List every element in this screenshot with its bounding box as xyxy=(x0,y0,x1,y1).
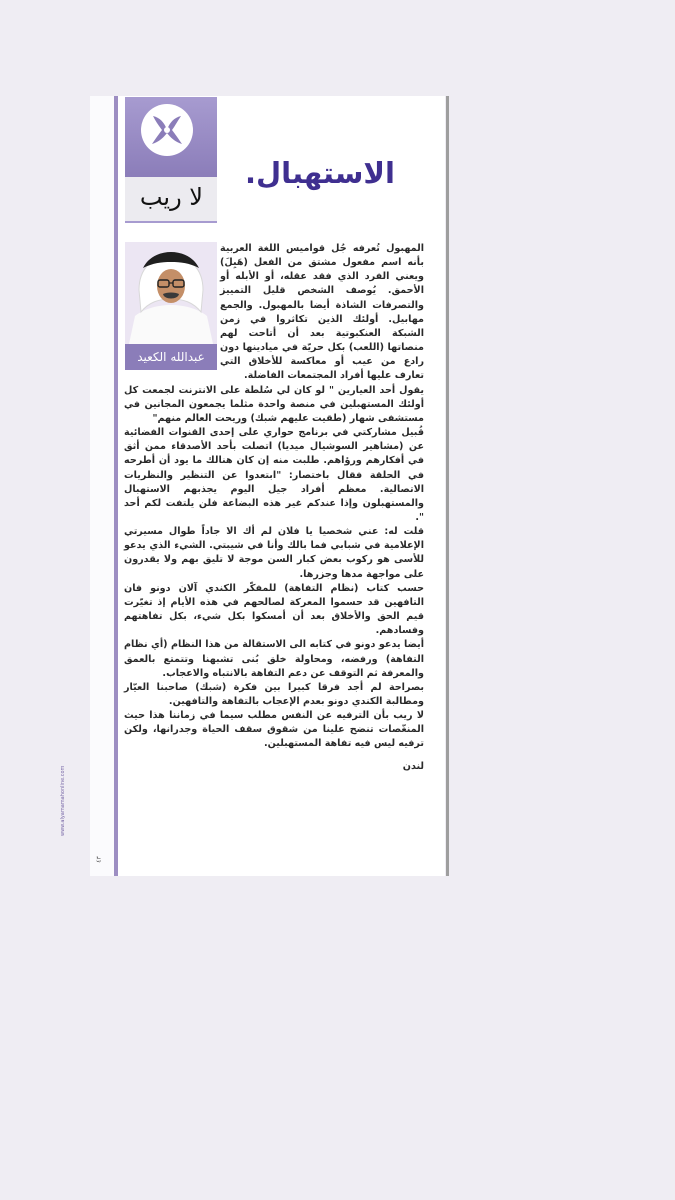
column-title-box xyxy=(125,177,217,223)
page-border xyxy=(446,96,449,876)
page-margin xyxy=(90,96,114,876)
paragraph: بصراحة لم أجد فرقا كبيرا بين فكرة (شبك) صاحبنا العيّار ومطالبة الكندي دونو بعدم الإعجاب بالتفاهة والتافهين. xyxy=(124,681,424,707)
margin-rule xyxy=(114,96,118,876)
article-headline: الاستهبال. xyxy=(245,156,395,190)
logo-circle xyxy=(141,104,193,156)
magazine-page xyxy=(60,96,445,876)
paragraph: قُبيل مشاركتي في برنامج حواري على إحدى القنوات الفضائية عن (مشاهير السوشيال ميديا) اتصلت بأحد الأصدقاء ممن أثق في أفكارهم ورؤاهم. طلبت منه إن كان هنالك ما يود أن أطرحه في الحلقة فقال باختصار: "ابتعدوا عن التنظير والنظريات الاتصالية. معظم أفراد جيل اليوم يجذبهم الاستهبال والمستهبلون وإذا عندكم غير هذه البضاعة فلن يلتفت لكم أحد ". xyxy=(124,427,424,523)
author-name: عبدالله الكعيد xyxy=(125,344,217,370)
paragraph: يقول أحد العيارين " لو كان لي سُلطة على الانترنت لجمعت كل أولئك المستهبلين في منصة واحدة مثلما يجمعون المجانين في مستشفى شهار (طقيت عليهم شبك) وريحت العالم منهم" xyxy=(124,384,424,424)
article-sign: لندن xyxy=(402,760,424,772)
page-number: ٤٣ xyxy=(95,856,103,863)
paragraph: حسب كتاب (نظام التفاهة) للمفكّر الكندي آلان دونو فان التافهين قد حسموا المعركة لصالحهم في هذه الأيام إذ تغيّرت قيم الحق والأخلاق بعد أن أمسكوا بكل شيء، بكل تفاهتهم وفسادهم. xyxy=(124,582,424,637)
paragraph: أيضا يدعو دونو في كتابه الى الاستقالة من هذا النظام (أي نظام التفاهة) ورفضه، ومحاولة خلق بُنى تشبهنا وتتمتع بالعمق والمعرفة ثم التوقف عن دعم التفاهة بالانتباه والاعجاب. xyxy=(124,639,424,679)
paragraph: لا ريب بأن الترفيه عن النفس مطلب سيما في زماننا هذا حيث المنغّصات تنضح علينا من شقوق سقف الحياة وجدرانها، ولكن ترفيه ليس فيه تفاهة المستهبلين. xyxy=(124,710,424,750)
website-url: www.alyamamahonline.com xyxy=(60,765,66,836)
column-title: لا ريب xyxy=(139,183,203,211)
paragraph: المهبول تُعرفه جُل قواميس اللغة العربية بأنه اسم مفعول مشتق من الفعل (هَبِلَ) ويعني الفرد الذي فقد عقله، أو الأبله أو الأحمق. يُوصف الشخص قليل التمييز والتصرفات الشاذة أيضا بالمهبول. والجمع مهابيل. أولئك الذين تكاثروا في زمن الشبكة العنكبوتية بعد أن أتاحت لهم منصاتها (اللعب) بكل حريّة في ميادينها دون رادع من عيب أو معاكسة للأخلاق التي تعارف عليها أفراد المجتمعات الفاضلة. xyxy=(220,243,424,382)
paragraph: قلت له: عني شخصيا يا فلان لم أك الا جاداً طوال مسيرتي الإعلامية في شبابي فما بالك وأنا في شيبتي. الشيء الذي يدعو للأسى هو ركوب بعض كبار السن موجة لا تليق بهم ولا يقدرون على مواجهة مدها وجزرها. xyxy=(124,526,424,580)
magazine-logo-icon xyxy=(141,104,193,156)
article-body xyxy=(124,242,424,774)
column-logo-box xyxy=(125,97,217,177)
author-float-space xyxy=(124,242,220,372)
